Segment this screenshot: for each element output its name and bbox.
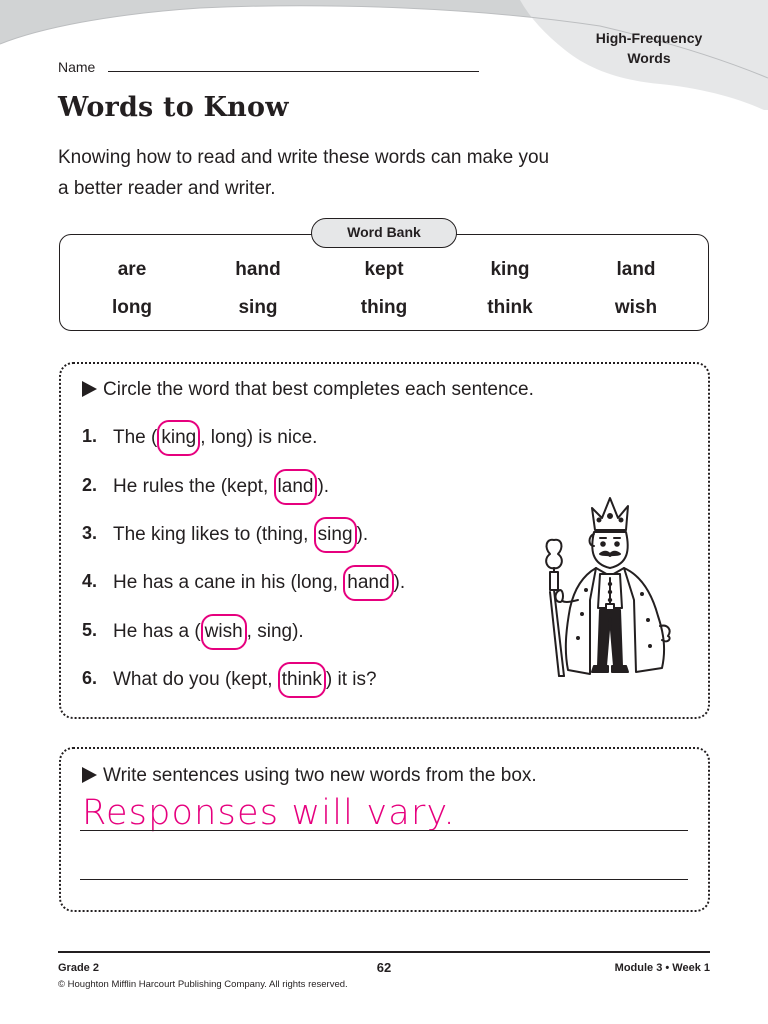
circled-answer[interactable]: hand bbox=[343, 565, 393, 601]
section-tag bbox=[574, 28, 724, 68]
question-text bbox=[113, 475, 329, 499]
word-bank-word: think bbox=[487, 297, 533, 318]
question-text bbox=[113, 523, 368, 547]
question-text bbox=[113, 426, 317, 450]
question-4 bbox=[82, 571, 406, 593]
page-number: 62 bbox=[376, 960, 392, 975]
play-triangle-icon bbox=[82, 767, 97, 783]
circled-answer[interactable]: sing bbox=[314, 517, 357, 553]
question-suffix: ). bbox=[356, 524, 369, 545]
question-suffix: , sing). bbox=[246, 621, 304, 642]
question-2 bbox=[82, 475, 330, 497]
word-bank-word: long bbox=[111, 297, 153, 318]
intro-line1: Knowing how to read and write these words can make you bbox=[58, 147, 550, 168]
question-5 bbox=[82, 620, 304, 642]
question-number: 2. bbox=[82, 475, 98, 495]
footer-rule bbox=[58, 951, 710, 953]
circled-answer[interactable]: wish bbox=[201, 614, 247, 650]
king-illustration bbox=[530, 490, 690, 690]
word-bank-word: hand bbox=[235, 259, 281, 280]
question-prefix: He has a cane in his (long, bbox=[113, 572, 344, 593]
word-bank-word: kept bbox=[364, 259, 404, 280]
write-instruction bbox=[82, 764, 537, 788]
footer-grade: Grade 2 bbox=[58, 962, 99, 974]
question-prefix: He has a ( bbox=[113, 621, 201, 642]
writing-line-2[interactable] bbox=[80, 879, 688, 880]
question-number: 3. bbox=[82, 523, 98, 543]
name-field[interactable] bbox=[108, 71, 479, 72]
write-instruction-text: Write sentences using two new words from the box. bbox=[103, 765, 537, 786]
word-bank-word: thing bbox=[360, 297, 408, 318]
question-prefix: The ( bbox=[113, 427, 158, 448]
question-number: 5. bbox=[82, 620, 98, 640]
question-suffix: ) it is? bbox=[325, 669, 377, 690]
intro-line2: a better reader and writer. bbox=[58, 178, 276, 199]
writing-line-1[interactable] bbox=[80, 830, 688, 831]
question-suffix: , long) is nice. bbox=[200, 427, 318, 448]
circled-answer[interactable]: think bbox=[278, 662, 326, 698]
word-bank-word: wish bbox=[614, 297, 658, 318]
question-1 bbox=[82, 426, 318, 448]
question-prefix: The king likes to (thing, bbox=[113, 524, 314, 545]
circle-instruction bbox=[82, 378, 534, 402]
question-suffix: ). bbox=[317, 476, 330, 497]
word-bank-word: king bbox=[490, 259, 530, 280]
question-text bbox=[113, 668, 377, 692]
question-number: 6. bbox=[82, 668, 98, 688]
word-bank-word: sing bbox=[238, 297, 278, 318]
section-tag-line1: High-Frequency bbox=[595, 30, 703, 46]
word-bank-word: are bbox=[117, 259, 147, 280]
question-number: 1. bbox=[82, 426, 98, 446]
circled-answer[interactable]: land bbox=[274, 469, 318, 505]
question-prefix: What do you (kept, bbox=[113, 669, 278, 690]
intro-text bbox=[58, 142, 658, 204]
question-prefix: He rules the (kept, bbox=[113, 476, 274, 497]
question-number: 4. bbox=[82, 571, 98, 591]
word-bank-label: Word Bank bbox=[311, 218, 457, 248]
circle-instruction-text: Circle the word that best completes each sentence. bbox=[103, 379, 534, 400]
question-suffix: ). bbox=[393, 572, 406, 593]
footer-copyright: © Houghton Mifflin Harcourt Publishing Company. All rights reserved. bbox=[58, 979, 348, 990]
play-triangle-icon bbox=[82, 381, 97, 397]
question-3 bbox=[82, 523, 369, 545]
circled-answer[interactable]: king bbox=[157, 420, 200, 456]
question-text bbox=[113, 620, 304, 644]
handwritten-response: Responses will vary. bbox=[82, 793, 456, 833]
question-6 bbox=[82, 668, 377, 690]
name-label: Name bbox=[58, 59, 96, 75]
page-title: Words to Know bbox=[58, 92, 289, 123]
word-bank-word: land bbox=[616, 259, 656, 280]
section-tag-line2: Words bbox=[627, 50, 671, 66]
question-text bbox=[113, 571, 405, 595]
footer-module: Module 3 • Week 1 bbox=[614, 962, 710, 974]
